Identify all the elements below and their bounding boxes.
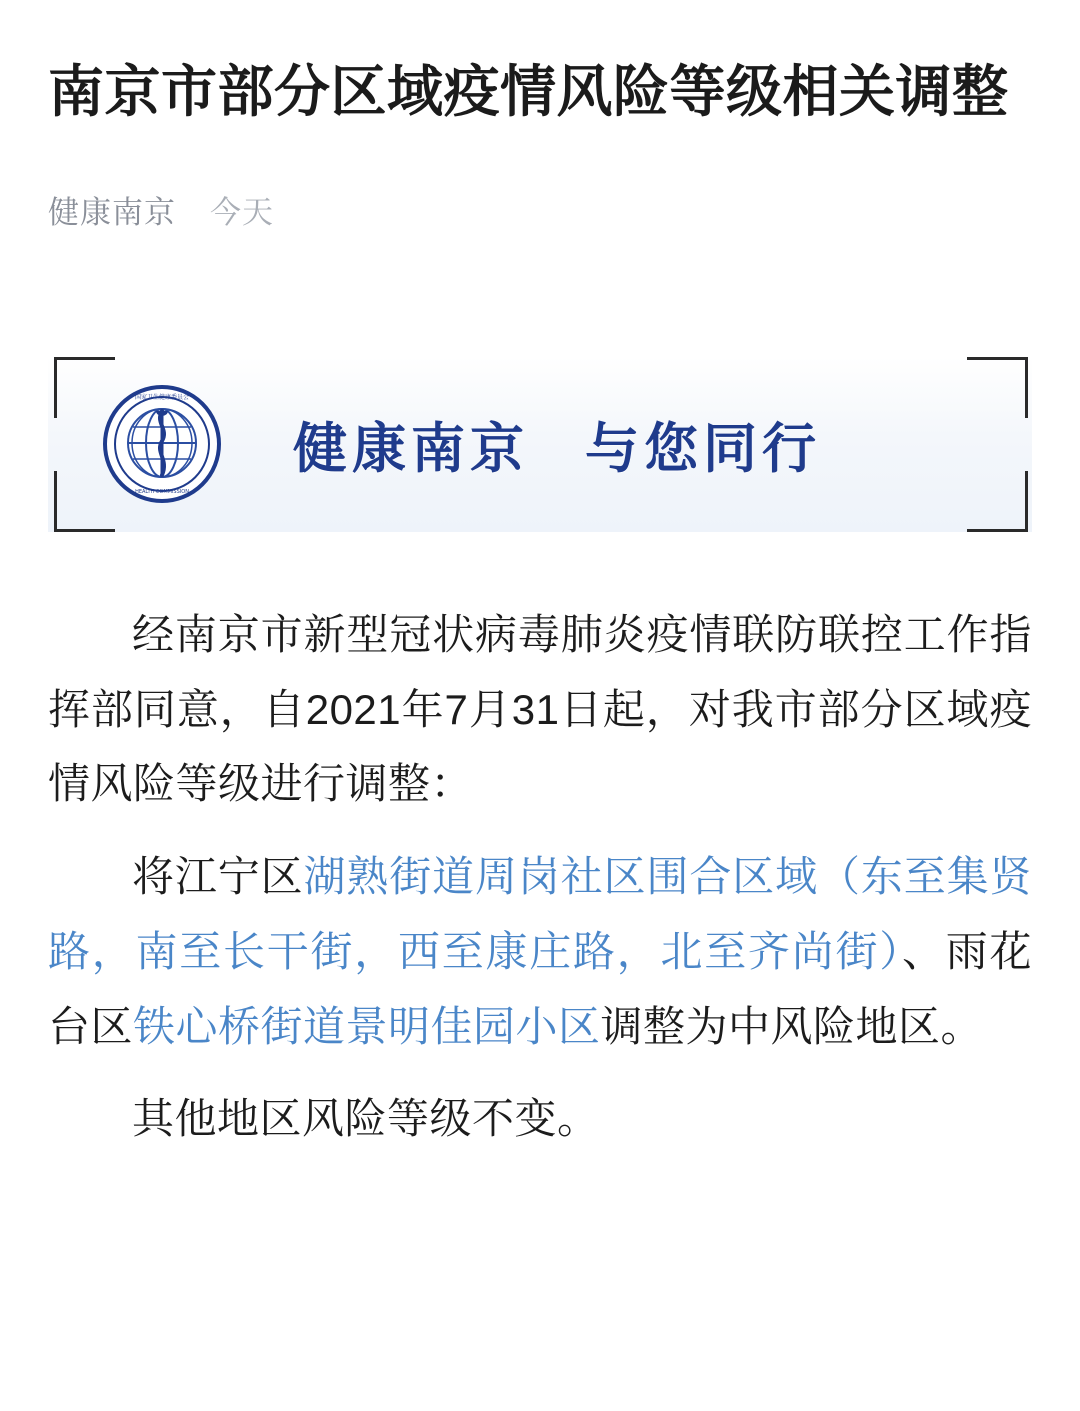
paragraph-2-tail: 调整为中风险地区。 — [600, 1002, 984, 1050]
health-banner — [48, 357, 1032, 532]
account-name[interactable]: 健康南京 — [48, 194, 176, 230]
paragraph-2-highlight-2: 铁心桥街道景明佳园小区 — [133, 1002, 601, 1050]
article-meta — [48, 187, 1032, 232]
publish-date: 今天 — [210, 194, 274, 230]
paragraph-2-highlight-1: 湖熟街道周岗社区围合区域（东至集贤路，南至长干街，西至康庄路，北至齐尚街） — [48, 853, 1032, 975]
paragraph-3: 其他地区风险等级不变。 — [132, 1095, 600, 1143]
banner-text-right: 与您同行 — [585, 416, 821, 480]
svg-text:HEALTH COMMISSION: HEALTH COMMISSION — [135, 489, 189, 496]
article-body — [48, 598, 1032, 1157]
svg-text:国家卫生健康委员会: 国家卫生健康委员会 — [134, 394, 190, 402]
health-commission-emblem — [103, 385, 221, 503]
paragraph-2 — [48, 840, 1032, 1064]
paragraph-2-lead: 将江宁区 — [132, 853, 304, 901]
paragraph-1: 经南京市新型冠状病毒肺炎疫情联防联控工作指挥部同意，自2021年7月31日起，对我市部分区域疫情风险等级进行调整： — [48, 610, 1032, 808]
paragraph-2-middle: 、雨花台区 — [48, 927, 1032, 1050]
page-title: 南京市部分区域疫情风险等级相关调整 — [48, 60, 1009, 123]
banner-text-left: 健康南京 — [293, 416, 529, 480]
